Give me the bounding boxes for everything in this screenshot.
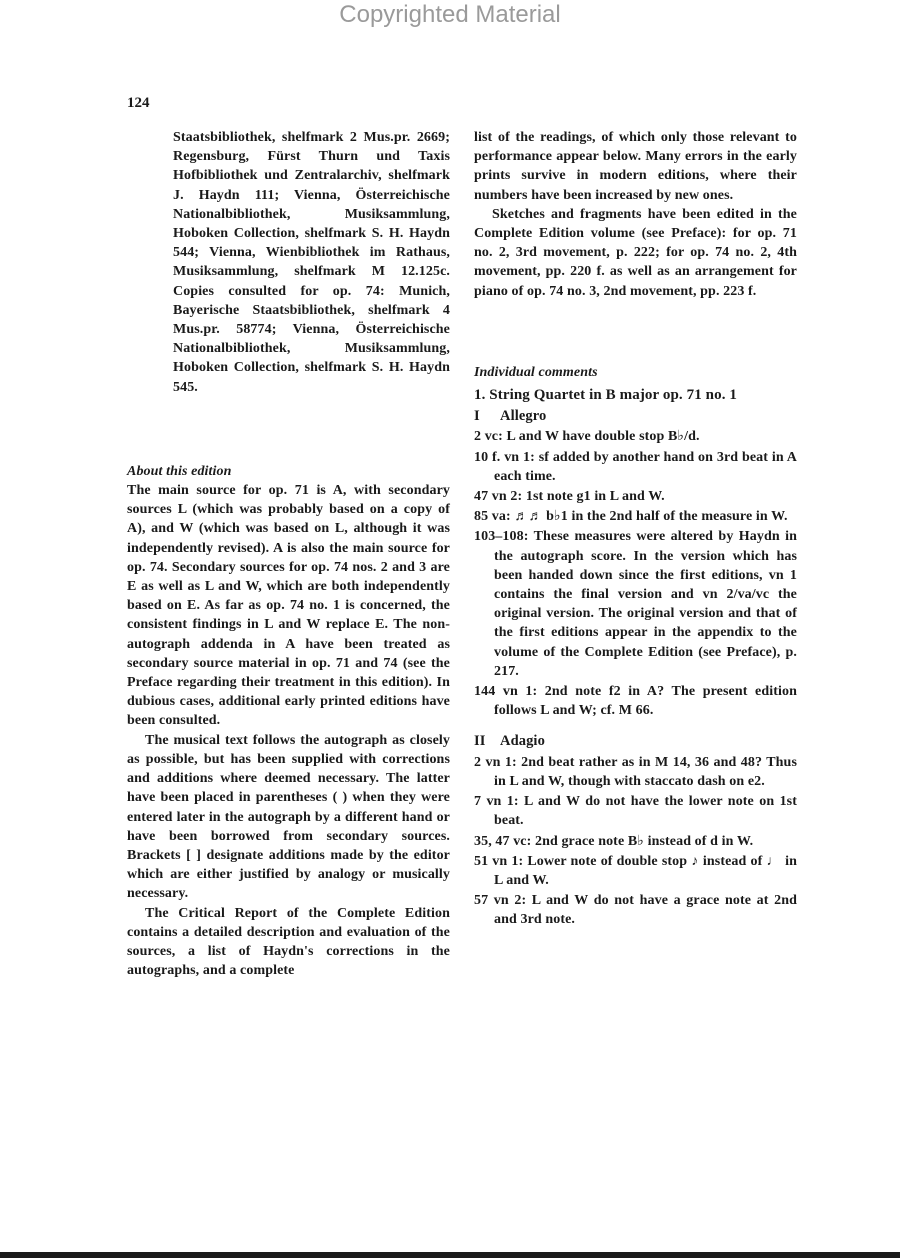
about-edition-heading: About this edition: [127, 463, 232, 479]
individual-comments-heading: Individual comments: [474, 364, 598, 380]
comment-entry: 2 vn 1: 2nd beat rather as in M 14, 36 and 48? Thus in L and W, though with staccato dash on e2.: [474, 754, 797, 789]
about-paragraph-1: The main source for op. 71 is A, with secondary sources L (which was probably based on a copy of A), and W (which was based on L, although it was independently revised). A is also the main source for op. 74. Secondary sources for op. 74 nos. 2 and 3 are E as well as L and W, which are both independently based on E. As far as op. 74 no. 1 is concerned, the consistent findings in L and W replace E. The non-autograph addenda in A have been treated as secondary source material in op. 71 and 74 (see the Preface regarding their treatment in this edition). In dubious cases, additional early printed editions have been consulted.: [127, 483, 450, 729]
comment-entry: 7 vn 1: L and W do not have the lower note on 1st beat.: [474, 794, 797, 829]
page-number: 124: [127, 95, 150, 111]
movement-heading-2: [474, 732, 797, 751]
comment-entry: 103–108: These measures were altered by Haydn in the autograph score. In the version which has been handed down since the first editions, vn 1 contains the final version and vn 2/va/vc the original version. The original version and that of the first editions appear in the appendix to the volume of the Complete Edition (see Preface), p. 217.: [474, 529, 797, 679]
comment-entry: 2 vc: L and W have double stop B♭/d.: [474, 429, 700, 445]
about-paragraph-3: The Critical Report of the Complete Edition contains a detailed description and evaluation of the sources, a list of Haydn's corrections in the autographs, and a complete: [127, 905, 450, 979]
movement-number: II: [474, 733, 486, 750]
work-heading: 1. String Quartet in B major op. 71 no. 1: [474, 387, 737, 404]
movement-title: Allegro: [500, 408, 547, 425]
sketches-paragraph: Sketches and fragments have been edited in the Complete Edition volume (see Preface): for op. 71 no. 2, 3rd movement, p. 222; for op. 74 no. 2, 4th movement, pp. 220 f. as well as an arrangement for piano of op. 74 no. 3, 2nd movement, pp. 223 f.: [474, 206, 797, 299]
comment-entry: 85 va: ♬♬ b♭1 in the 2nd half of the measure in W.: [474, 509, 788, 525]
comment-entry: 57 vn 2: L and W do not have a grace note at 2nd and 3rd note.: [474, 893, 797, 928]
copyright-watermark: Copyrighted Material: [339, 1, 561, 28]
movement-title: Adagio: [500, 733, 545, 750]
readings-paragraph: list of the readings, of which only those relevant to performance appear below. Many errors in the early prints survive in modern editions, where their numbers have been increased by new ones.: [474, 130, 797, 203]
comment-entry: 144 vn 1: 2nd note f2 in A? The present edition follows L and W; cf. M 66.: [474, 684, 797, 719]
comment-entry: 47 vn 2: 1st note g1 in L and W.: [474, 489, 665, 505]
movement-number: I: [474, 408, 480, 425]
bottom-border: [0, 1252, 900, 1258]
about-paragraph-2: The musical text follows the autograph as closely as possible, but has been supplied with corrections and additions where deemed necessary. The latter have been placed in parentheses ( ) when they were entered later in the autograph by a different hand or have been borrowed from secondary sources. Brackets [ ] designate additions made by the editor which are either justified by analogy or musically necessary.: [127, 732, 450, 902]
movement-heading-1: [474, 407, 797, 426]
left-column: [127, 128, 450, 980]
right-column: [474, 128, 797, 930]
comment-entry: 35, 47 vc: 2nd grace note B♭ instead of d in W.: [474, 833, 754, 849]
comment-entry: 51 vn 1: Lower note of double stop ♪ instead of ♩ in L and W.: [474, 853, 797, 888]
source-list-continuation: Staatsbibliothek, shelfmark 2 Mus.pr. 2669; Regensburg, Fürst Thurn und Taxis Hofbibliothek und Zentralarchiv, shelfmark J. Haydn 111; Vienna, Österreichische Nationalbibliothek, Musiksammlung, Hoboken Collection, shelfmark S. H. Haydn 544; Vienna, Wienbibliothek im Rathaus, Musiksammlung, shelfmark M 12.125c. Copies consulted for op. 74: Munich, Bayerische Staatsbibliothek, shelfmark 4 Mus.pr. 58774; Vienna, Österreichische Nationalbibliothek, Musiksammlung, Hoboken Collection, shelfmark S. H. Haydn 545.: [173, 130, 450, 395]
comment-entry: 10 f. vn 1: sf added by another hand on 3rd beat in A each time.: [474, 449, 797, 484]
